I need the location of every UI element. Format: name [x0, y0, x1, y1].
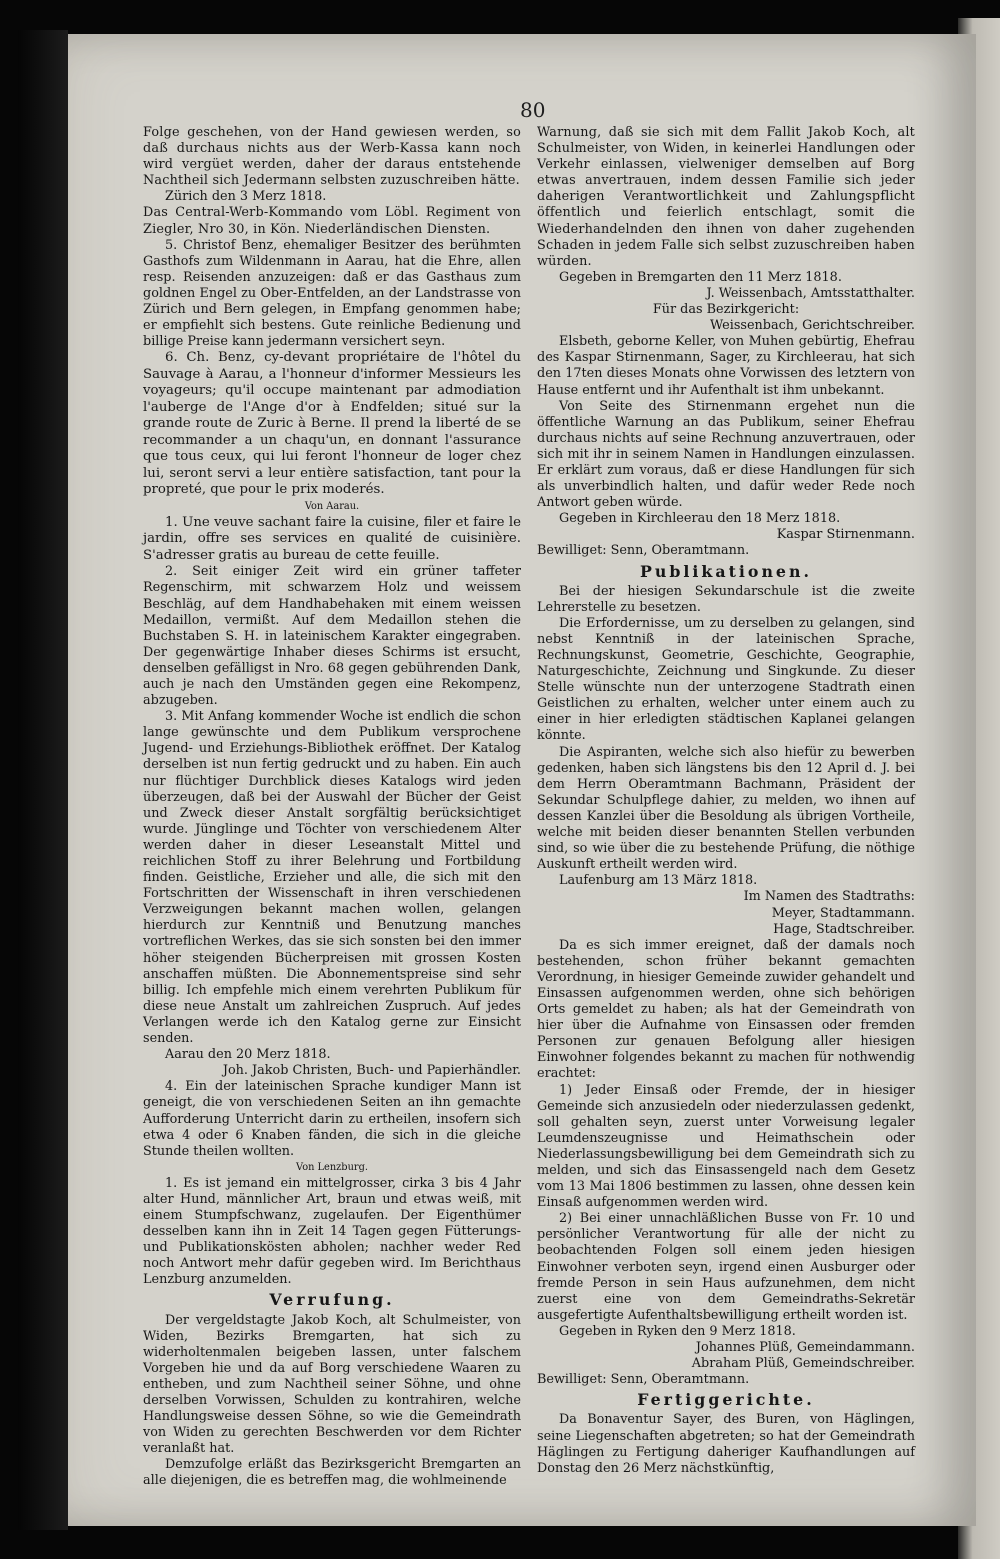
right-column-paragraph: Weissenbach, Gerichtschreiber. [710, 318, 915, 334]
right-column-paragraph: Von Seite des Stirnenmann ergehet nun die öffentliche Warnung an das Publikum, seiner Ehefrau durchaus nichts auf seine Rechnung anzuvertrauen, oder sich mit ihr in seinem Namen in Handlungen einzulassen. Er erklärt zum voraus, daß er diese Handlungen für sich als unverbindlich halten, und dafür weder Rede noch Antwort geben würde. [537, 398, 915, 511]
left-column-paragraph: 1. Es ist jemand ein mittelgrosser, cirka 3 bis 4 Jahr alter Hund, männlicher Art, braun und etwas weiß, mit einem Stumpfschwanz, zugelaufen. Der Eigenthümer desselben kann ihn in Zeit 14 Tagen gegen Fütterungs- und Publikationskösten abholen; nachher weder Red noch Antwort mehr dafür gegeben wird. Im Berichthaus Lenzburg anzumelden. [143, 1175, 521, 1288]
right-column [537, 125, 915, 1477]
left-column-paragraph: 4. Ein der lateinischen Sprache kundiger Mann ist geneigt, die von verschiedenen Seiten an ihn gemachte Aufforderung Unterricht darin zu ertheilen, insofern sich etwa 4 oder 6 Knaben fänden, die sich in die gleiche Stunde theilen wollten. [143, 1079, 521, 1159]
left-column-paragraph: Demzufolge erläßt das Bezirksgericht Bremgarten an alle diejenigen, die es betreffen mag, die wohlmeinende [143, 1457, 521, 1489]
left-column-paragraph: Das Central-Werb-Kommando vom Löbl. Regiment von Ziegler, Nro 30, in Kön. Niederländischen Diensten. [143, 205, 521, 237]
right-column-paragraph: Bewilliget: Senn, Oberamtmann. [537, 543, 750, 559]
right-column-paragraph: Die Aspiranten, welche sich also hiefür zu bewerben gedenken, haben sich längstens bis den 12 April d. J. bei dem Herrn Oberamtmann Bachmann, Präsident der Sekundar Schulpflege dahier, zu melden, wo ihnen auf dessen Kanzlei über die Besoldung als übrigen Vortheile, welche mit beiden dieser benannten Stellen verbunden sind, so wie über die zu bestehende Prüfung, die nöthige Auskunft ertheilt werden wird. [537, 744, 915, 873]
left-column-paragraph: Verrufung. [269, 1290, 395, 1310]
right-column-paragraph: J. Weissenbach, Amtsstatthalter. [706, 285, 915, 301]
left-column-paragraph: Von Lenzburg. [296, 1161, 368, 1173]
right-column-paragraph: Bei der hiesigen Sekundarschule ist die zweite Lehrerstelle zu besetzen. [537, 583, 915, 615]
left-column-paragraph: Zürich den 3 Merz 1818. [165, 189, 327, 205]
right-column-paragraph: Kaspar Stirnenmann. [776, 527, 915, 543]
right-column-paragraph: Johannes Plüß, Gemeindammann. [695, 1340, 915, 1356]
right-column-paragraph: Laufenburg am 13 März 1818. [559, 873, 758, 889]
right-column-paragraph: Die Erfordernisse, um zu derselben zu gelangen, sind nebst Kenntniß in der lateinischen Sprache, Rechnungskunst, Geometrie, Geschichte, Geographie, Naturgeschichte, Zeichnung und Singkunde. Zu dieser Stelle wünschte nun der unterzogene Stadtrath einen Geistlichen zu erhalten, welcher unter einem auch zu einer in hier erledigten städtischen Kaplanei gelangen könnte. [537, 615, 915, 744]
page-number: 80 [520, 98, 546, 122]
left-column-paragraph: 3. Mit Anfang kommender Woche ist endlich die schon lange gewünschte und dem Publikum versprochene Jugend- und Erziehungs-Bibliothek eröffnet. Der Katalog derselben ist nun fertig gedruckt und zu haben. Ein auch nur flüchtiger Durchblick dieses Katalogs wird jeden überzeugen, daß bei der Auswahl der Bücher der Geist und Zweck dieser Anstalt sorgfältig berücksichtiget wurde. Jünglinge und Töchter von verschiedenem Alter werden daher in dieser Leseanstalt Mittel und reichlichen Stoff zu ihrer Belehrung und Fortbildung finden. Geistliche, Erzieher und alle, die sich mit den Fortschritten der Wissenschaft in ihren verschiedenen Verzweigungen bekannt machen wollen, gelangen hierdurch zur Kenntniß und Benutzung manches vortreflichen Werkes, das sie sich sonsten bei den immer höher steigenden Bücherpreisen mit grossen Kosten anschaffen müßten. Die Abonnementspreise sind sehr billig. Ich empfehle mich einem verehrten Publikum für diese neue Anstalt um zahlreichen Zuspruch. Auf jedes Verlangen werde ich den Katalog gerne zur Einsicht senden. [143, 709, 521, 1047]
right-column-paragraph: Elsbeth, geborne Keller, von Muhen gebürtig, Ehefrau des Kaspar Stirnenmann, Sager, zu Kirchleerau, hat sich den 17ten dieses Monats ohne Vorwissen des letztern von Hause entfernt und ihr Aufenthalt ist ihm unbekannt. [537, 334, 915, 398]
right-column-paragraph: Hage, Stadtschreiber. [773, 921, 915, 937]
right-column-paragraph: Fertiggerichte. [637, 1390, 815, 1410]
left-column-paragraph: 6. Ch. Benz, cy-devant propriétaire de l'hôtel du Sauvage à Aarau, a l'honneur d'informer Messieurs les voyageurs; qu'il occupe maintenant par admodiation l'auberge de l'Ange d'or à Endfelden; situé sur la grande route de Zuric à Berne. Il prend la liberté de se recommander a un chaqu'un, en donnant l'assurance que tous ceux, qui lui feront l'honneur de loger chez lui, seront servi a leur entière satisfaction, tant pour la propreté, que pour le prix moderés. [143, 350, 521, 498]
binding-shadow [18, 30, 68, 1530]
right-column-paragraph: Im Namen des Stadtraths: [743, 889, 915, 905]
right-column-paragraph: Meyer, Stadtammann. [771, 905, 915, 921]
left-column-paragraph: 5. Christof Benz, ehemaliger Besitzer des berühmten Gasthofs zum Wildenmann in Aarau, hat die Ehre, allen resp. Reisenden anzuzeigen: daß er das Gasthaus zum goldnen Engel zu Ober-Entfelden, an der Landstrasse von Zürich und Bern gelegen, in Empfang genommen habe; er empfiehlt sich bestens. Gute reinliche Bedienung und billige Preise kann jedermann versichert seyn. [143, 237, 521, 350]
left-column-paragraph: Folge geschehen, von der Hand gewiesen werden, so daß durchaus nichts aus der Werb-Kassa kann noch wird vergüet werden, daher der daraus entstehende Nachtheil sich Jedermann selbsten zuzuschreiben hätte. [143, 125, 521, 189]
left-column-paragraph: 2. Seit einiger Zeit wird ein grüner taffeter Regenschirm, mit schwarzem Holz und weissem Beschläg, auf dem Handhabehaken mit einem weissen Medaillon, vermißt. Auf dem Medaillon stehen die Buchstaben S. H. in lateinischem Karakter eingegraben. Der gegenwärtige Inhaber dieses Schirms ist ersucht, denselben gefälligst in Nro. 68 gegen gebührenden Dank, auch je nach den Umständen gegen eine Rekompenz, abzugeben. [143, 564, 521, 709]
left-column-paragraph: Aarau den 20 Merz 1818. [165, 1047, 331, 1063]
right-column-paragraph: Für das Bezirkgericht: [652, 302, 800, 318]
right-column-paragraph: Warnung, daß sie sich mit dem Fallit Jakob Koch, alt Schulmeister, von Widen, in keinerlei Handlungen oder Verkehr einlassen, vielweniger demselben auf Borg etwas anvertrauen, indem dessen Familie sich jeder daherigen Verantwortlichkeit und Zahlungspflicht öffentlich und feierlich entschlagt, somit die Wiederhandelnden den ihnen von daher zugehenden Schaden in jedem Falle sich selbst zuzuschreiben haben würden. [537, 125, 915, 269]
right-column-paragraph: 1) Jeder Einsaß oder Fremde, der in hiesiger Gemeinde sich anzusiedeln oder niederzulassen gedenkt, soll gehalten seyn, zuerst unter Vorweisung legaler Leumdenszeugnisse und Heimathschein oder Niederlassungsbewilligung bei dem Gemeindrath sich zu melden, und sich das Einsassengeld nach dem Gesetz vom 13 Mai 1806 bestimmen zu lassen, ohne dessen kein Einsaß aufgenommen werden wird. [537, 1082, 915, 1211]
left-column-paragraph: Von Aarau. [304, 500, 360, 512]
right-column-paragraph: 2) Bei einer unnachläßlichen Busse von Fr. 10 und persönlicher Verantwortung für alle der nicht zu beobachtenden Folgen soll einem jeden hiesigen Einwohner verboten seyn, irgend einen Ausburger oder fremde Person in sein Haus aufzunehmen, dem nicht zuerst eine von dem Gemeindraths-Sekretär ausgefertigte Aufenthaltsbewilligung ertheilt worden ist. [537, 1211, 915, 1323]
right-column-paragraph: Gegeben in Bremgarten den 11 Merz 1818. [559, 269, 842, 285]
right-column-paragraph: Abraham Plüß, Gemeindschreiber. [691, 1356, 915, 1372]
left-column-paragraph: 1. Une veuve sachant faire la cuisine, filer et faire le jardin, offre ses services en qualité de cuisinière. S'adresser gratis au bureau de cette feuille. [143, 514, 521, 563]
right-column-paragraph: Da Bonaventur Sayer, des Buren, von Häglingen, seine Liegenschaften abgetreten; so hat der Gemeindrath Häglingen zu Fertigung daheriger Kaufhandlungen auf Donstag den 26 Merz nächstkünftig, [537, 1412, 915, 1476]
right-column-paragraph: Gegeben in Kirchleerau den 18 Merz 1818. [559, 511, 841, 527]
right-column-paragraph: Publikationen. [640, 561, 812, 581]
right-column-paragraph: Bewilliget: Senn, Oberamtmann. [537, 1372, 750, 1388]
right-column-paragraph: Da es sich immer ereignet, daß der damals noch bestehenden, schon früher bekannt gemachten Verordnung, in hiesiger Gemeinde zuwider gehandelt und Einsassen aufgenommen werden, ohne sich behörigen Orts gemeldet zu haben; als hat der Gemeindrath von hier über die Aufnahme von Einsassen oder fremden Personen zur genauen Befolgung aller hiesigen Einwohner folgendes bekannt zu machen für nothwendig erachtet: [537, 937, 915, 1082]
left-column-paragraph: Joh. Jakob Christen, Buch- und Papierhändler. [222, 1063, 521, 1079]
right-column-paragraph: Gegeben in Ryken den 9 Merz 1818. [559, 1323, 796, 1339]
left-column-paragraph: Der vergeldstagte Jakob Koch, alt Schulmeister, von Widen, Bezirks Bremgarten, hat sich zu widerholtenmalen beigeben lassen, unter falschem Vorgeben hie und da auf Borg verschiedene Waaren zu entheben, und zum Nachtheil seiner Söhne, und ohne derselben Vorwissen, Schulden zu kontrahiren, welche Handlungsweise dessen Söhne, so wie die Gemeindrath von Widen zu gerechten Beschwerden vor dem Richter veranlaßt hat. [143, 1312, 521, 1457]
left-column [143, 125, 521, 1490]
